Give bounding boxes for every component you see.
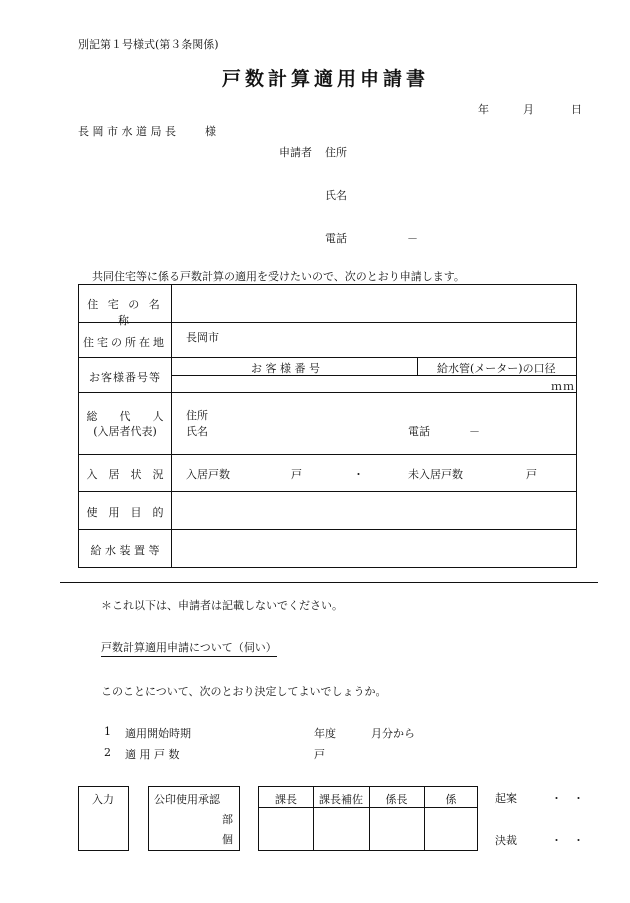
applicant-label: 申請者 [279,146,312,159]
vacant-units-label: 未入居戸数 [408,468,463,481]
stamp-col-subsection-chief: 係長 [385,793,408,806]
item-2-value: 戸 [314,748,325,761]
drafted-label: 起案 [495,792,517,805]
table-col-divider [171,285,172,567]
addressee: 長 岡 市 水 道 局 長 [78,125,176,138]
row-divider [79,357,576,358]
date-month-label: 月 [523,103,534,116]
stamp-col-staff: 係 [445,793,457,806]
water-equipment-label: 給 水 装 置 等 [90,544,160,557]
input-box [78,786,129,851]
row-divider [79,491,576,492]
representative-sublabel: (入居者代表) [93,425,157,438]
decided-label: 決裁 [495,834,517,847]
item-2-label: 適 用 戸 数 [125,748,180,761]
date-day-label: 日 [571,103,582,116]
representative-phone-label: 電話 [408,425,430,438]
date-year-label: 年 [478,103,489,116]
seal-approval-box [148,786,240,851]
form-number: 別記第１号様式(第３条関係) [78,38,219,51]
item-1-value-month: 月分から [371,727,415,740]
row-divider [79,392,576,393]
page-title: 戸数計算適用申請書 [222,68,430,90]
occupancy-label: 入 居 状 況 [86,468,164,481]
office-note: ＊これ以下は、申請者は記載しないでください。 [101,599,343,612]
vacant-units-unit: 戸 [526,468,537,481]
applicant-phone-separator: － [407,232,418,245]
applicant-address-label: 住所 [325,146,347,159]
occupied-units-unit: 戸 [291,468,302,481]
representative-address-label: 住所 [186,409,208,422]
intro-text: 共同住宅等に係る戸数計算の適用を受けたいので、次のとおり申請します。 [92,270,465,283]
housing-location-label: 住宅の所在地 [83,336,167,349]
applicant-name-label: 氏名 [325,189,347,202]
seal-count-label: 個 [222,833,233,846]
row-divider [79,454,576,455]
applicant-phone-label: 電話 [325,232,347,245]
application-table [78,284,577,568]
office-body: このことについて、次のとおり決定してよいでしょうか。 [101,685,387,698]
usage-purpose-label: 使 用 目 的 [86,506,164,519]
seal-department-label: 部 [222,813,233,826]
customer-number-header: お 客 様 番 号 [251,362,320,375]
drafted-date-dots: ・ ・ [551,792,584,805]
representative-label: 総 代 人 [86,410,164,423]
row-divider [79,529,576,530]
item-1-label: 適用開始時期 [125,727,191,740]
seal-approval-label: 公印使用承認 [154,793,220,806]
housing-location-value: 長岡市 [186,331,219,344]
housing-name-label: 住 宅 の 名 称 [87,298,163,327]
decided-date-dots: ・ ・ [551,834,584,847]
occupied-units-label: 入居戸数 [186,468,230,481]
stamp-col-deputy-chief: 課長補佐 [319,793,363,806]
customer-number-col-divider [417,357,418,375]
occupancy-separator-dot: ・ [353,468,364,481]
item-2-number: 2 [104,746,111,759]
meter-diameter-unit: ｍｍ [551,380,575,393]
customer-number-label: お客様番号等 [89,371,161,384]
office-subject: 戸数計算適用申請について（伺い） [101,639,277,657]
approval-stamp-table [258,786,478,851]
input-label: 入力 [92,793,114,806]
representative-name-label: 氏名 [186,425,208,438]
honorific: 様 [205,125,216,138]
meter-diameter-header: 給水管(メーター)の口径 [437,362,556,375]
stamp-col-section-chief: 課長 [275,793,297,806]
representative-phone-separator: － [469,425,480,438]
item-1-number: 1 [104,725,111,738]
section-divider [60,582,598,583]
item-1-value-year: 年度 [314,727,336,740]
stamp-header-line [259,807,477,808]
